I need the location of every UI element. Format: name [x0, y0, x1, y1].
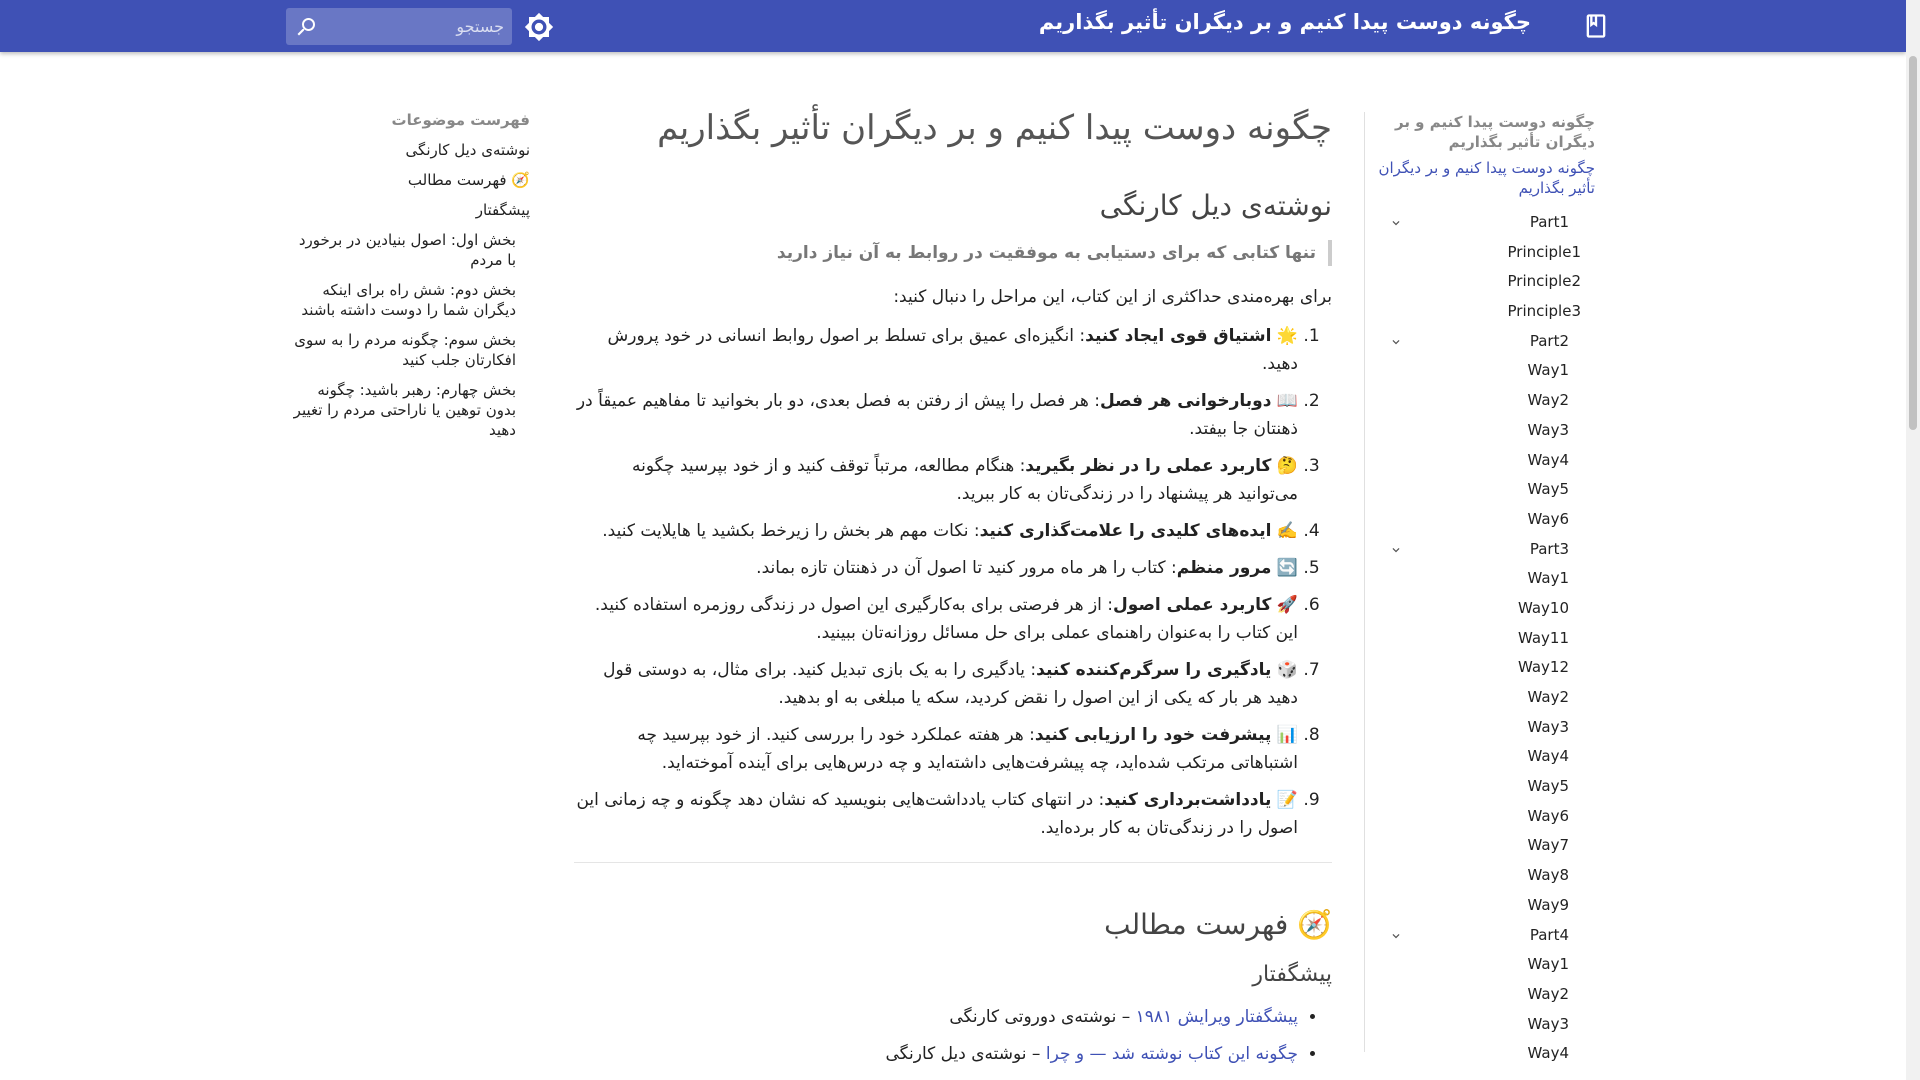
section-divider [574, 862, 1332, 863]
step-text: : نکات مهم هر بخش را زیرخط بکشید یا هایلایت کنید. [602, 521, 980, 541]
step-emoji: ✍️ [1276, 521, 1298, 541]
step-title: اشتیاق قوی ایجاد کنید [1085, 326, 1272, 346]
list-item [574, 721, 1298, 777]
toc-sub-item[interactable]: بخش سوم: چگونه مردم را به سوی افکارتان جلب کنید [294, 331, 516, 369]
toc-sub-item[interactable]: بخش چهارم: رهبر باشید: چگونه بدون توهین یا ناراحتی مردم را تغییر دهید [293, 381, 516, 439]
step-emoji: 📊 [1276, 725, 1298, 745]
toc-heading: 🧭 فهرست مطالب [1104, 908, 1332, 941]
nav-link-home[interactable]: چگونه دوست پیدا کنیم و بر دیگران تأثیر بگذاریم [1378, 159, 1595, 197]
nav-item[interactable]: Way3 [1527, 1014, 1569, 1033]
link-suffix: – نوشته‌ی دیل کارنگی [885, 1044, 1046, 1064]
nav-item[interactable]: Way1 [1527, 361, 1569, 380]
nav-item[interactable]: Way4 [1527, 1044, 1569, 1063]
step-text: : در انتهای کتاب یادداشت‌هایی بنویسید که نشان دهد چگونه و چه زمانی این اصول را در زندگی‌تان به کار برده‌اید. [576, 790, 1298, 838]
step-title: یادگیری را سرگرم‌کننده کنید [1036, 660, 1272, 680]
nav-item[interactable]: Way4 [1527, 747, 1569, 766]
book-logo-icon[interactable] [1582, 12, 1610, 40]
nav-part-3[interactable] [1365, 535, 1609, 565]
page-scrollbar[interactable] [1906, 0, 1920, 1080]
how-written-link[interactable]: چگونه این کتاب نوشته شد — و چرا [1045, 1044, 1298, 1064]
table-of-contents [286, 110, 530, 450]
step-text: : از هر فرصتی برای به‌کارگیری این اصول در زندگی روزمره استفاده کنید. این کتاب را به‌عنوان راهنمای عملی برای حل مسائل روزانه‌تان ببینید. [594, 595, 1298, 643]
nav-item[interactable]: Way8 [1527, 866, 1569, 885]
step-emoji: 🌟 [1276, 326, 1298, 346]
list-item [574, 1040, 1298, 1068]
nav-item[interactable]: Way9 [1527, 895, 1569, 914]
step-emoji: 🎲 [1276, 660, 1298, 680]
step-text: : هر فصل را پیش از رفتن به فصل بعدی، دو بار بخوانید تا مفاهیم عمیقاً در ذهنتان جا بیفتد. [576, 391, 1298, 439]
top-app-bar [0, 0, 1906, 52]
step-text: : هنگام مطالعه، مرتباً توقف کنید و از خود بپرسید چگونه می‌توانید هر پیشنهاد را در زندگی‌تان به کار ببرید. [632, 456, 1298, 504]
list-item [574, 786, 1298, 842]
list-item [574, 656, 1298, 712]
step-title: ایده‌های کلیدی را علامت‌گذاری کنید [979, 521, 1272, 541]
site-title[interactable]: چگونه دوست پیدا کنیم و بر دیگران تأثیر بگذاریم [1038, 10, 1531, 34]
nav-item[interactable]: Principle2 [1507, 272, 1581, 291]
list-item [574, 591, 1298, 647]
chevron-down-icon[interactable] [1389, 216, 1403, 230]
tagline-quote: تنها کتابی که برای دستیابی به موفقیت در روابط به آن نیاز دارید [574, 240, 1332, 266]
step-title: پیشرفت خود را ارزیابی کنید [1034, 725, 1272, 745]
brightness-toggle-icon[interactable] [524, 12, 554, 42]
nav-item[interactable]: Way5 [1527, 480, 1569, 499]
nav-part-4[interactable] [1365, 921, 1609, 951]
preface-heading: پیشگفتار [1252, 962, 1332, 987]
list-item [574, 554, 1298, 582]
nav-item[interactable]: Way12 [1517, 658, 1569, 677]
list-item [574, 452, 1298, 508]
chevron-down-icon[interactable] [1389, 929, 1403, 943]
nav-part-1[interactable] [1365, 208, 1609, 238]
nav-part-label: Part3 [1529, 539, 1569, 558]
toc-item[interactable]: 🧭 فهرست مطالب [407, 171, 530, 189]
list-item [574, 387, 1298, 443]
list-item [574, 517, 1298, 545]
nav-title: چگونه دوست پیدا کنیم و بر دیگران تأثیر بگذاریم [1394, 113, 1595, 151]
nav-item[interactable]: Way6 [1527, 509, 1569, 528]
step-text: : انگیزه‌ای عمیق برای تسلط بر اصول روابط انسانی در خود پرورش دهید. [607, 326, 1298, 374]
step-title: کاربرد عملی را در نظر بگیرید [1025, 456, 1272, 476]
preface-1981-link[interactable]: پیشگفتار ویرایش ۱۹۸۱ [1135, 1007, 1298, 1027]
step-title: مرور منظم [1176, 558, 1272, 578]
nav-item[interactable]: Way2 [1527, 391, 1569, 410]
step-title: دوبارخوانی هر فصل [1100, 391, 1272, 411]
search-box[interactable] [286, 8, 512, 45]
steps-list [574, 322, 1332, 842]
nav-item[interactable]: Way1 [1527, 569, 1569, 588]
list-item [574, 1003, 1298, 1031]
step-emoji: 📝 [1276, 790, 1298, 810]
step-emoji: 🔄 [1276, 558, 1298, 578]
step-text: : هر هفته عملکرد خود را بررسی کنید. از خود بپرسید چه اشتباهاتی مرتکب شده‌اید، چه پیشرفت‌هایی داشته‌اید و چه درس‌هایی برای آینده آموخته‌اید. [637, 725, 1298, 773]
toc-item[interactable]: نوشته‌ی دیل کارنگی [405, 141, 530, 159]
nav-item[interactable]: Principle1 [1507, 242, 1581, 261]
nav-item[interactable]: Way1 [1527, 955, 1569, 974]
page-title: چگونه دوست پیدا کنیم و بر دیگران تأثیر بگذاریم [657, 108, 1332, 148]
nav-part-label: Part4 [1529, 925, 1569, 944]
nav-item[interactable]: Way4 [1527, 450, 1569, 469]
toc-title: فهرست موضوعات [391, 111, 530, 129]
nav-item[interactable]: Principle3 [1507, 302, 1581, 321]
list-item [574, 322, 1298, 378]
chevron-down-icon[interactable] [1389, 335, 1403, 349]
nav-item[interactable]: Way2 [1527, 688, 1569, 706]
step-title: کاربرد عملی اصول [1113, 595, 1272, 615]
search-input[interactable] [326, 8, 504, 45]
step-text: : کتاب را هر ماه مرور کنید تا اصول آن در ذهنتان تازه بماند. [756, 558, 1177, 578]
search-icon[interactable] [294, 15, 318, 39]
nav-item[interactable]: Way2 [1527, 984, 1569, 1003]
scrollbar-thumb[interactable] [1909, 56, 1917, 430]
nav-part-2[interactable] [1365, 327, 1609, 357]
toc-item[interactable]: پیشگفتار [475, 201, 530, 219]
toc-sub-item[interactable]: بخش اول: اصول بنیادین در برخورد با مردم [298, 231, 516, 269]
link-suffix: – نوشته‌ی دوروتی کارنگی [949, 1007, 1136, 1027]
nav-item[interactable]: Way7 [1527, 836, 1569, 855]
step-emoji: 📖 [1276, 391, 1298, 411]
preface-links [574, 1003, 1332, 1068]
nav-item[interactable]: Way10 [1517, 598, 1569, 617]
step-emoji: 🚀 [1276, 595, 1298, 615]
step-emoji: 🤔 [1276, 456, 1298, 476]
nav-item[interactable]: Way6 [1527, 806, 1569, 825]
primary-navigation [1364, 112, 1609, 1063]
toc-sub-item[interactable]: بخش دوم: شش راه برای اینکه دیگران شما را دوست داشته باشند [301, 281, 516, 319]
step-title: یادداشت‌برداری کنید [1104, 790, 1272, 810]
nav-item[interactable]: Way5 [1527, 777, 1569, 796]
nav-part-label: Part1 [1529, 213, 1569, 231]
nav-item[interactable]: Way3 [1527, 420, 1569, 439]
step-text: : یادگیری را به یک بازی تبدیل کنید. برای مثال، به دوستی قول دهید هر بار که یکی از این اصول را نقض کردید، سکه یا مبلغی به او بدهید. [603, 660, 1298, 708]
chevron-down-icon[interactable] [1389, 543, 1403, 557]
section-heading-author: نوشته‌ی دیل کارنگی [1099, 189, 1332, 222]
nav-item[interactable]: Way11 [1517, 628, 1569, 647]
main-content [574, 104, 1332, 1080]
intro-text: برای بهره‌مندی حداکثری از این کتاب، این مراحل را دنبال کنید: [893, 287, 1332, 307]
nav-item[interactable]: Way3 [1527, 717, 1569, 736]
nav-part-label: Part2 [1529, 331, 1569, 350]
